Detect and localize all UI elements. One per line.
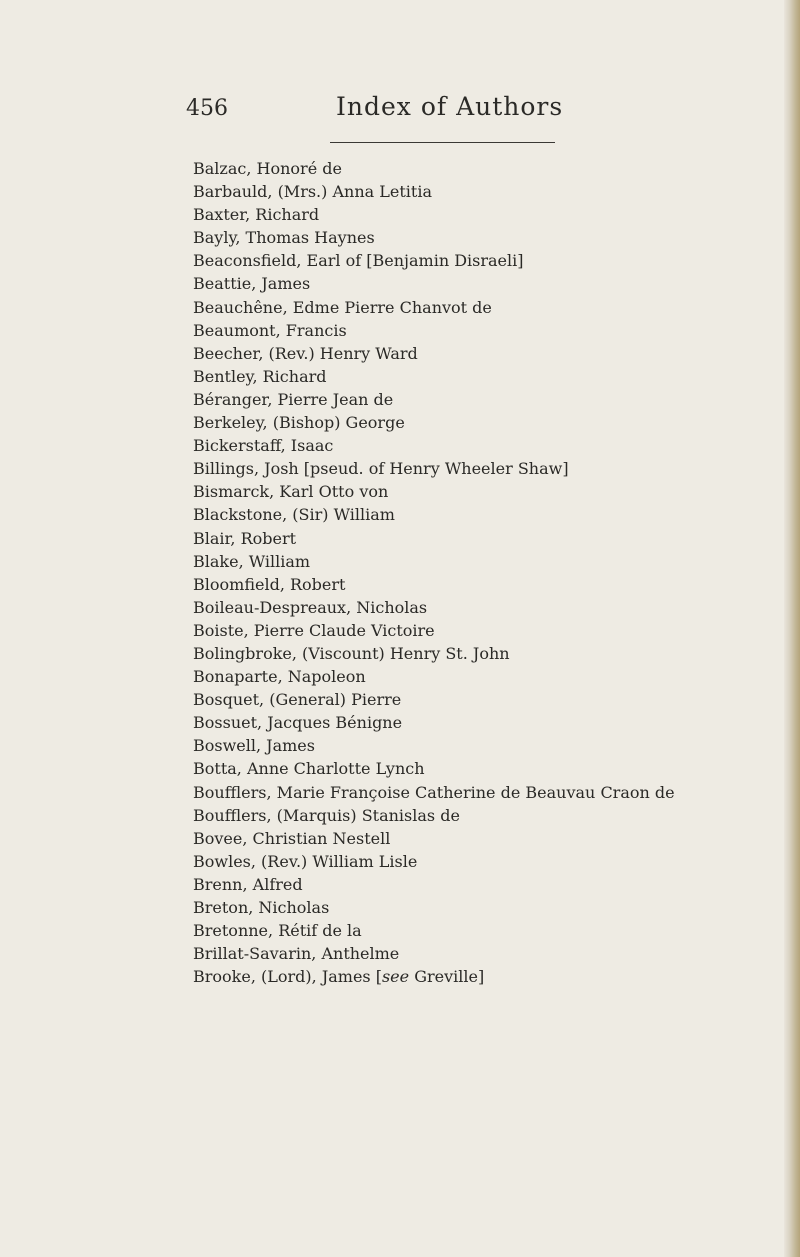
index-entry: Barbauld, (Mrs.) Anna Letitia [193, 182, 432, 202]
index-entry: Bosquet, (General) Pierre [193, 690, 402, 710]
index-entry: Bowles, (Rev.) William Lisle [193, 851, 418, 871]
index-entry: Balzac, Honoré de [193, 159, 342, 178]
index-entry: Breton, Nicholas [193, 898, 330, 917]
index-entry: Berkeley, (Bishop) George [193, 413, 405, 433]
index-entry: Beattie, James [193, 274, 311, 294]
index-entry: Brenn, Alfred [193, 874, 303, 894]
index-entry: Béranger, Pierre Jean de [193, 389, 394, 409]
index-entry: Boileau-Despreaux, Nicholas [193, 597, 428, 617]
index-entry: Blake, William [193, 551, 311, 571]
index-entry: Bentley, Richard [193, 366, 327, 386]
index-entry: Boufflers, (Marquis) Stanislas de [193, 805, 460, 825]
index-entry: Bismarck, Karl Otto von [193, 482, 389, 502]
index-entry: Bloomfield, Robert [193, 574, 346, 594]
index-entry: Billings, Josh [pseud. of Henry Wheeler Shaw] [193, 459, 569, 479]
index-entry: Beauchêne, Edme Pierre Chanvot de [193, 297, 492, 317]
index-entry: Blackstone, (Sir) William [193, 505, 395, 525]
index-entry: Beecher, (Rev.) Henry Ward [193, 343, 418, 363]
index-entry: Bickerstaff, Isaac [193, 436, 334, 456]
index-entry: Bayly, Thomas Haynes [193, 228, 375, 248]
index-entry: Baxter, Richard [193, 205, 320, 225]
author-index-list [193, 157, 675, 988]
index-entry: Brillat-Savarin, Anthelme [193, 944, 400, 964]
page-number: 456 [186, 96, 228, 121]
page-edge [784, 0, 800, 1257]
index-entry: Bolingbroke, (Viscount) Henry St. John [193, 643, 510, 663]
index-entry: Bovee, Christian Nestell [193, 828, 391, 848]
entry-text: Greville] [409, 967, 485, 987]
index-entry: Boswell, James [193, 736, 315, 756]
index-entry: Boiste, Pierre Claude Victoire [193, 620, 435, 640]
index-entry [193, 965, 675, 988]
entry-text: Brooke, (Lord), James [ [193, 967, 382, 987]
header-rule [330, 142, 555, 143]
see-reference: see [381, 967, 410, 987]
index-entry: Bonaparte, Napoleon [193, 667, 366, 687]
index-entry: Boufflers, Marie Françoise Catherine de Beauvau Craon de [193, 782, 675, 802]
index-entry: Botta, Anne Charlotte Lynch [193, 759, 425, 779]
index-entry: Beaconsfield, Earl of [Benjamin Disraeli] [193, 251, 524, 271]
running-head-title: Index of Authors [336, 92, 564, 121]
index-entry: Beaumont, Francis [193, 320, 347, 340]
index-entry: Bossuet, Jacques Bénigne [193, 713, 403, 733]
index-entry: Blair, Robert [193, 528, 297, 548]
index-entry: Bretonne, Rétif de la [193, 921, 362, 941]
